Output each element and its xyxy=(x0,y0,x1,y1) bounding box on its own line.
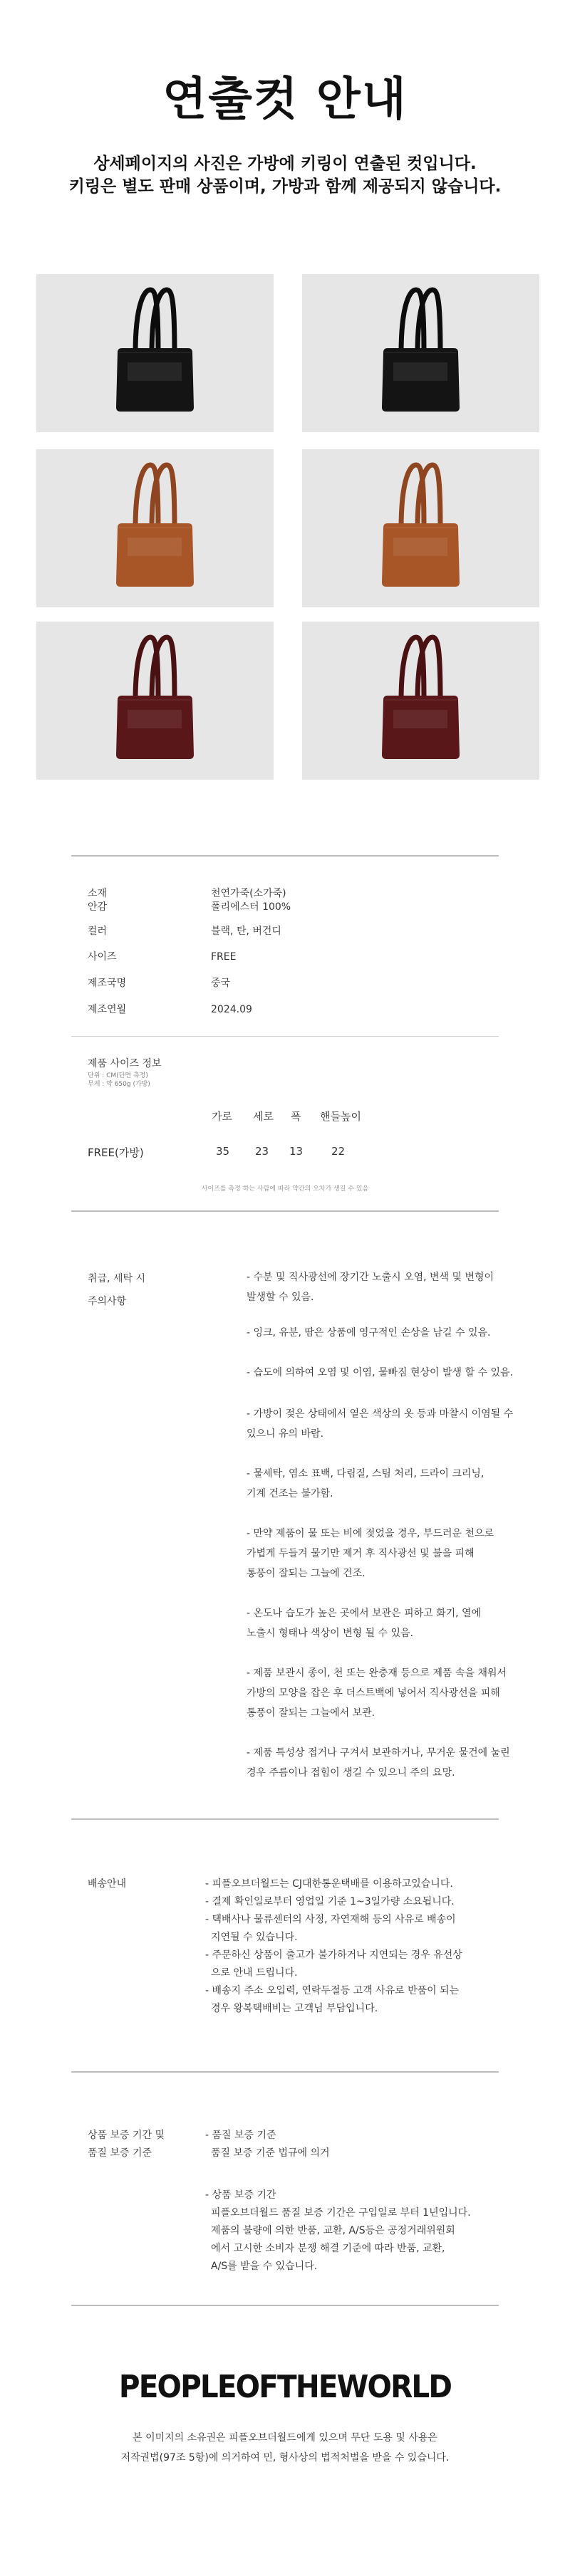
care-item xyxy=(247,1743,510,1783)
care-line: - 온도나 습도가 높은 곳에서 보관은 피하고 화기, 열에 xyxy=(247,1608,482,1619)
spec-value: 2024.09 xyxy=(211,1004,252,1015)
care-line: - 가방이 젖은 상태에서 옅은 색상의 옷 등과 마찰시 이염될 수 xyxy=(247,1408,514,1420)
care-line: - 습도에 의하여 오염 및 이염, 물빠짐 현상이 발생 할 수 있음. xyxy=(247,1367,513,1378)
spec-value: 천연가죽(소가죽) xyxy=(211,888,286,899)
care-item xyxy=(247,1464,503,1504)
size-header: 폭 xyxy=(291,1110,301,1123)
care-label-line: 취급, 세탁 시 xyxy=(88,1273,145,1284)
bag-emboss xyxy=(128,362,182,381)
spec-value: 폴리에스터 100% xyxy=(211,901,291,913)
tan-bag-photo-1 xyxy=(36,449,274,607)
shipping-line: - 택배사나 물류센터의 사정, 자연재해 등의 사유로 배송이 xyxy=(205,1914,456,1925)
care-line: 노출시 형태나 색상이 변형 될 수 있음. xyxy=(247,1628,414,1639)
size-value: 23 xyxy=(255,1145,269,1158)
shipping-line: 경우 왕복택배비는 고객님 부담입니다. xyxy=(211,2003,378,2014)
keyring-notice xyxy=(0,152,570,198)
care-item xyxy=(247,1267,503,1307)
care-item xyxy=(247,1363,513,1383)
shipping-line: - 배송지 주소 오입력, 연락두절등 고객 사유로 반품이 되는 xyxy=(205,1985,460,1996)
shipping-line: 으로 안내 드립니다. xyxy=(211,1967,298,1979)
care-line: - 만약 제품이 물 또는 비에 젖었을 경우, 부드러운 천으로 xyxy=(247,1528,494,1539)
care-item xyxy=(247,1404,514,1444)
care-item xyxy=(247,1603,503,1643)
care-line: 있으니 유의 바람. xyxy=(247,1428,324,1440)
shipping-line: 지연될 수 있습니다. xyxy=(211,1932,298,1943)
shipping-line: - 피플오브더월드는 CJ대한통운택배를 이용하고있습니다. xyxy=(205,1878,453,1890)
burgundy-bag-photo-1 xyxy=(36,622,274,780)
quality-label-line: 상품 보증 기간 및 xyxy=(88,2130,165,2141)
bag-emboss xyxy=(393,710,447,728)
bag-emboss xyxy=(393,362,447,381)
section-divider xyxy=(71,1818,499,1820)
spec-value: 블랙, 탄, 버건디 xyxy=(211,926,281,937)
bag-illustration xyxy=(36,449,274,607)
size-unit-text: 단위 : CM(단면 측정) xyxy=(88,1072,148,1079)
care-line: 가방의 모양을 잡은 후 더스트백에 넣어서 직사광선을 피해 xyxy=(247,1687,500,1699)
spec-value: 중국 xyxy=(211,978,231,989)
copyright-line: 본 이미지의 소유권은 피플오브더월드에게 있으며 무단 도용 및 사용은 xyxy=(133,2432,437,2444)
quality-line: - 상품 보증 기간 xyxy=(205,2189,276,2201)
quality-line: 품질 보증 기준 법규에 의거 xyxy=(211,2147,330,2159)
copyright-notice xyxy=(0,2428,570,2468)
brand-logo: PEOPLEOFTHEWORLD xyxy=(118,2369,452,2405)
care-line: - 잉크, 유분, 땀은 상품에 영구적인 손상을 남길 수 있음. xyxy=(247,1327,491,1339)
size-value: 22 xyxy=(331,1145,346,1158)
care-item xyxy=(247,1663,507,1723)
care-line: 발생할 수 있음. xyxy=(247,1292,314,1303)
care-line: 통풍이 잘되는 그늘에서 보관. xyxy=(247,1707,375,1719)
quality-line: 제품의 불량에 의한 반품, 교환, A/S등은 공정거래위원회 xyxy=(211,2225,455,2236)
shipping-line: - 주문하신 상품이 출고가 불가하거나 지연되는 경우 유선상 xyxy=(205,1949,462,1961)
shipping-line: - 결제 확인일로부터 영업일 기준 1~3일가량 소요됩니다. xyxy=(205,1896,455,1907)
size-measurement-note: 사이즈를 측정 하는 사람에 따라 약간의 오차가 생길 수 있음 xyxy=(201,1185,369,1193)
notice-line: 상세페이지의 사진은 가방에 키링이 연출된 컷입니다. xyxy=(93,155,477,173)
section-divider xyxy=(71,1210,499,1212)
care-line: 통풍이 잘되는 그늘에 건조. xyxy=(247,1568,366,1579)
size-value: 13 xyxy=(289,1145,304,1158)
quality-line: 피플오브더월드 품질 보증 기간은 구입일로 부터 1년입니다. xyxy=(211,2207,471,2219)
spec-value: FREE xyxy=(211,951,237,963)
bag-emboss xyxy=(128,538,182,556)
size-header: 핸들높이 xyxy=(320,1110,361,1123)
care-line: 경우 주름이나 접힘이 생길 수 있으니 주의 요망. xyxy=(247,1767,455,1779)
care-line: - 수분 및 직사광선에 장기간 노출시 오염, 변색 및 변형이 xyxy=(247,1272,494,1283)
spec-label: 컬러 xyxy=(88,926,108,937)
spec-label: 사이즈 xyxy=(88,951,117,963)
burgundy-bag-photo-2 xyxy=(302,622,539,780)
section-divider xyxy=(71,1036,499,1037)
care-item xyxy=(247,1323,503,1343)
bag-illustration xyxy=(36,274,274,432)
care-label-line: 주의사항 xyxy=(88,1296,127,1307)
size-row-label: FREE(가방) xyxy=(88,1146,144,1159)
quality-label-line: 품질 보증 기준 xyxy=(88,2147,152,2159)
care-line: 기계 건조는 불가함. xyxy=(247,1488,333,1499)
care-line: 가볍게 두들겨 물기만 제거 후 직사광선 및 불을 피해 xyxy=(247,1548,475,1559)
quality-line: 에서 고시한 소비자 분쟁 해결 기준에 따라 반품, 교환, xyxy=(211,2243,445,2254)
bag-emboss xyxy=(393,538,447,556)
spec-label: 소재 xyxy=(88,888,108,899)
size-weight-text: 무게 : 약 650g (가방) xyxy=(88,1081,150,1088)
size-header: 세로 xyxy=(253,1110,274,1123)
black-bag-photo-1 xyxy=(36,274,274,432)
section-divider xyxy=(71,2071,499,2073)
size-value: 35 xyxy=(216,1145,230,1158)
bag-emboss xyxy=(128,710,182,728)
page-title: 연출컷 안내 xyxy=(162,73,408,126)
care-line: - 물세탁, 염소 표백, 다림질, 스팀 처리, 드라이 크리닝, xyxy=(247,1468,484,1480)
size-info-title: 제품 사이즈 정보 xyxy=(88,1058,162,1069)
section-divider xyxy=(71,855,499,857)
bag-illustration xyxy=(36,622,274,780)
quality-line: A/S를 받을 수 있습니다. xyxy=(211,2261,318,2272)
bag-illustration xyxy=(302,274,539,432)
spec-label: 제조국명 xyxy=(88,978,127,989)
care-line: - 제품 특성상 접거나 구겨서 보관하거나, 무거운 물건에 눌린 xyxy=(247,1747,510,1759)
care-section-label xyxy=(88,1267,145,1313)
bag-illustration xyxy=(302,622,539,780)
size-header: 가로 xyxy=(212,1110,232,1123)
spec-label: 안감 xyxy=(88,901,108,913)
quality-section-label xyxy=(88,2127,165,2162)
section-divider xyxy=(71,2305,499,2306)
tan-bag-photo-2 xyxy=(302,449,539,607)
black-bag-photo-2 xyxy=(302,274,539,432)
shipping-label: 배송안내 xyxy=(88,1878,127,1890)
spec-label: 제조연월 xyxy=(88,1004,127,1015)
quality-line: - 품질 보증 기준 xyxy=(205,2130,276,2141)
care-line: - 제품 보관시 종이, 천 또는 완충재 등으로 제품 속을 채워서 xyxy=(247,1667,507,1679)
notice-line: 키링은 별도 판매 상품이며, 가방과 함께 제공되지 않습니다. xyxy=(68,177,502,196)
copyright-line: 저작권법(97조 5항)에 의거하여 민, 형사상의 법적처벌을 받을 수 있습니다. xyxy=(120,2452,450,2464)
care-item xyxy=(247,1524,503,1583)
size-info-unit xyxy=(88,1072,150,1089)
bag-illustration xyxy=(302,449,539,607)
